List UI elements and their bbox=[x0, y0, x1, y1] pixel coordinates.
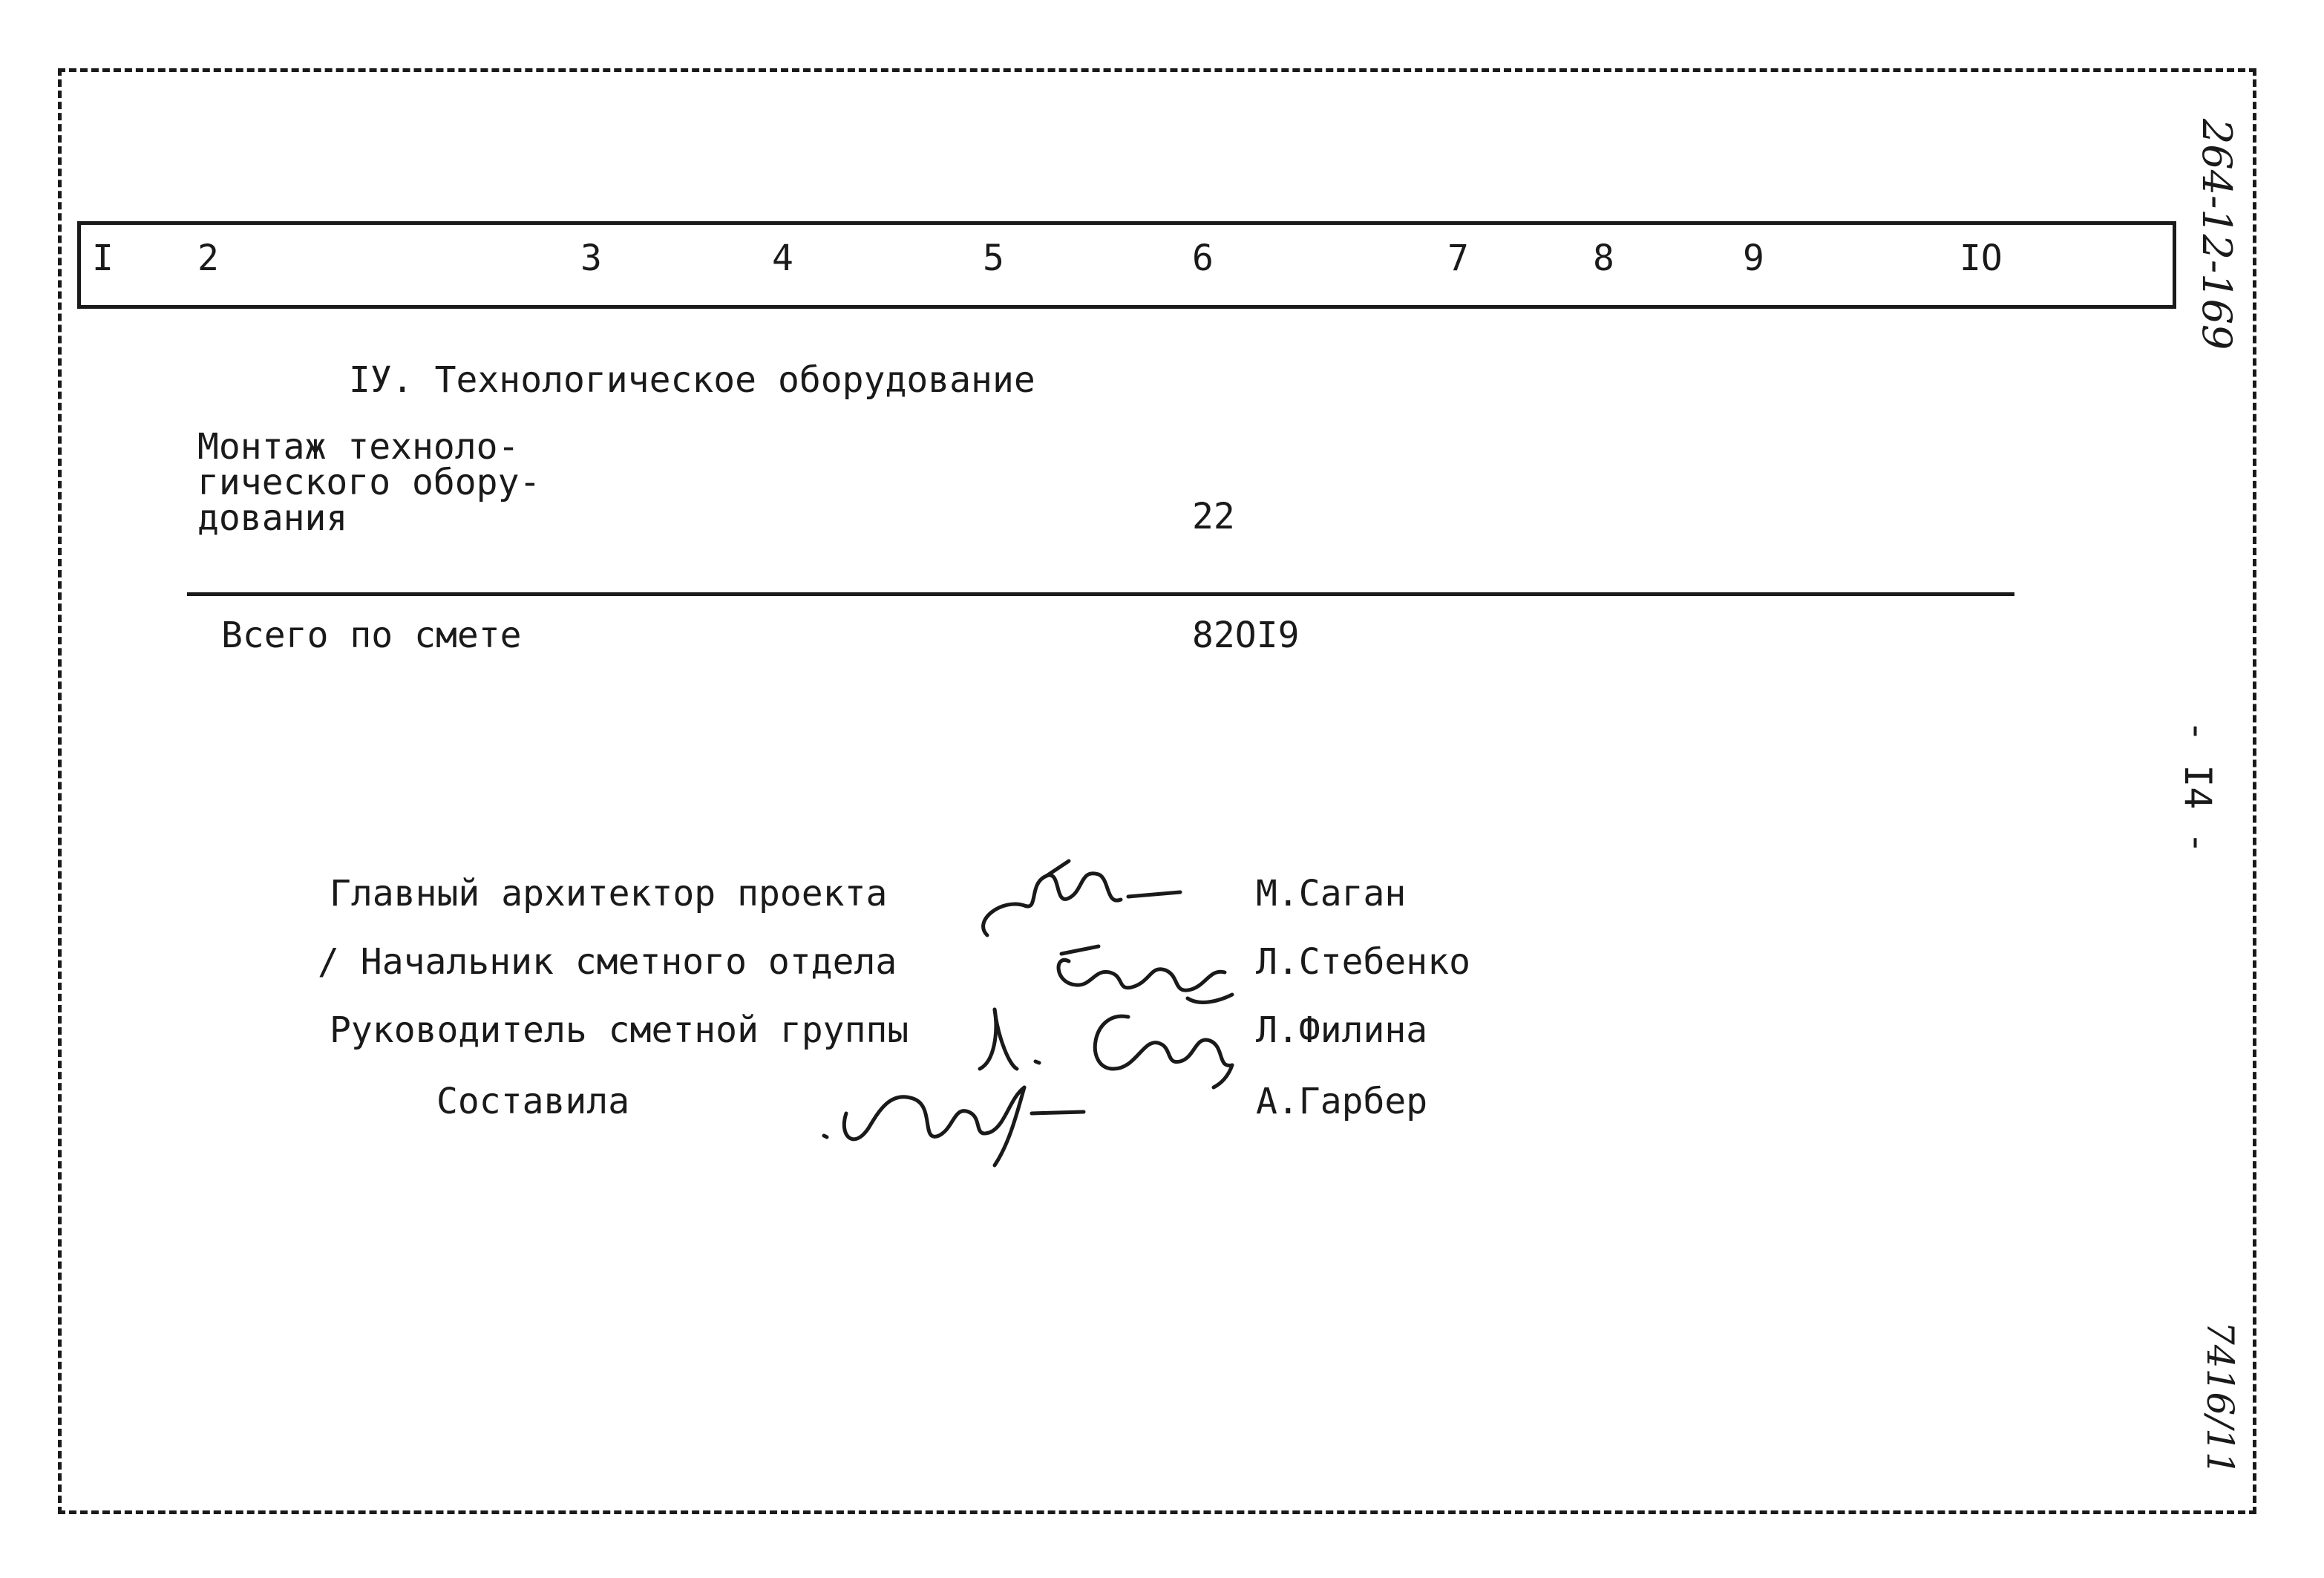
item-name-line-3: дования bbox=[197, 497, 348, 539]
column-number-2: 2 bbox=[197, 238, 219, 279]
column-number-9: 9 bbox=[1743, 238, 1764, 279]
column-number-7: 7 bbox=[1447, 238, 1469, 279]
document-code: 264-12-169 bbox=[2193, 119, 2240, 350]
column-header-strip bbox=[77, 221, 2176, 309]
column-number-10: IO bbox=[1960, 238, 2003, 279]
signatory-name-4: А.Гарбер bbox=[1256, 1081, 1428, 1122]
column-number-4: 4 bbox=[772, 238, 793, 279]
signatory-name-2: Л.Стебенко bbox=[1256, 941, 1470, 983]
column-number-8: 8 bbox=[1593, 238, 1614, 279]
item-name-line-2: гического обору- bbox=[197, 462, 541, 503]
signatory-name-1: М.Саган bbox=[1256, 873, 1407, 914]
total-label: Всего по смете bbox=[221, 615, 522, 656]
signature-4 bbox=[809, 1054, 1106, 1173]
item-name-line-1: Монтаж техноло- bbox=[197, 426, 520, 468]
signatory-role-2: / Начальник сметного отдела bbox=[318, 941, 897, 983]
column-number-6: 6 bbox=[1192, 238, 1214, 279]
total-value: 82OI9 bbox=[1192, 615, 1300, 656]
signatory-role-1: Главный архитектор проекта bbox=[330, 873, 888, 914]
inventory-number: 7416/11 bbox=[2199, 1321, 2242, 1476]
page-number: - I4 - bbox=[2176, 720, 2219, 854]
section-title: IУ. Технологическое оборудование bbox=[349, 359, 1035, 401]
column-number-3: 3 bbox=[580, 238, 602, 279]
column-number-5: 5 bbox=[983, 238, 1004, 279]
signatory-role-4: Составила bbox=[436, 1081, 630, 1122]
column-number-1: I bbox=[92, 238, 114, 279]
signatory-name-3: Л.Филина bbox=[1256, 1009, 1428, 1051]
signatory-role-3: Руководитель сметной группы bbox=[330, 1009, 909, 1051]
item-value: 22 bbox=[1192, 496, 1235, 537]
total-rule bbox=[187, 592, 2014, 596]
